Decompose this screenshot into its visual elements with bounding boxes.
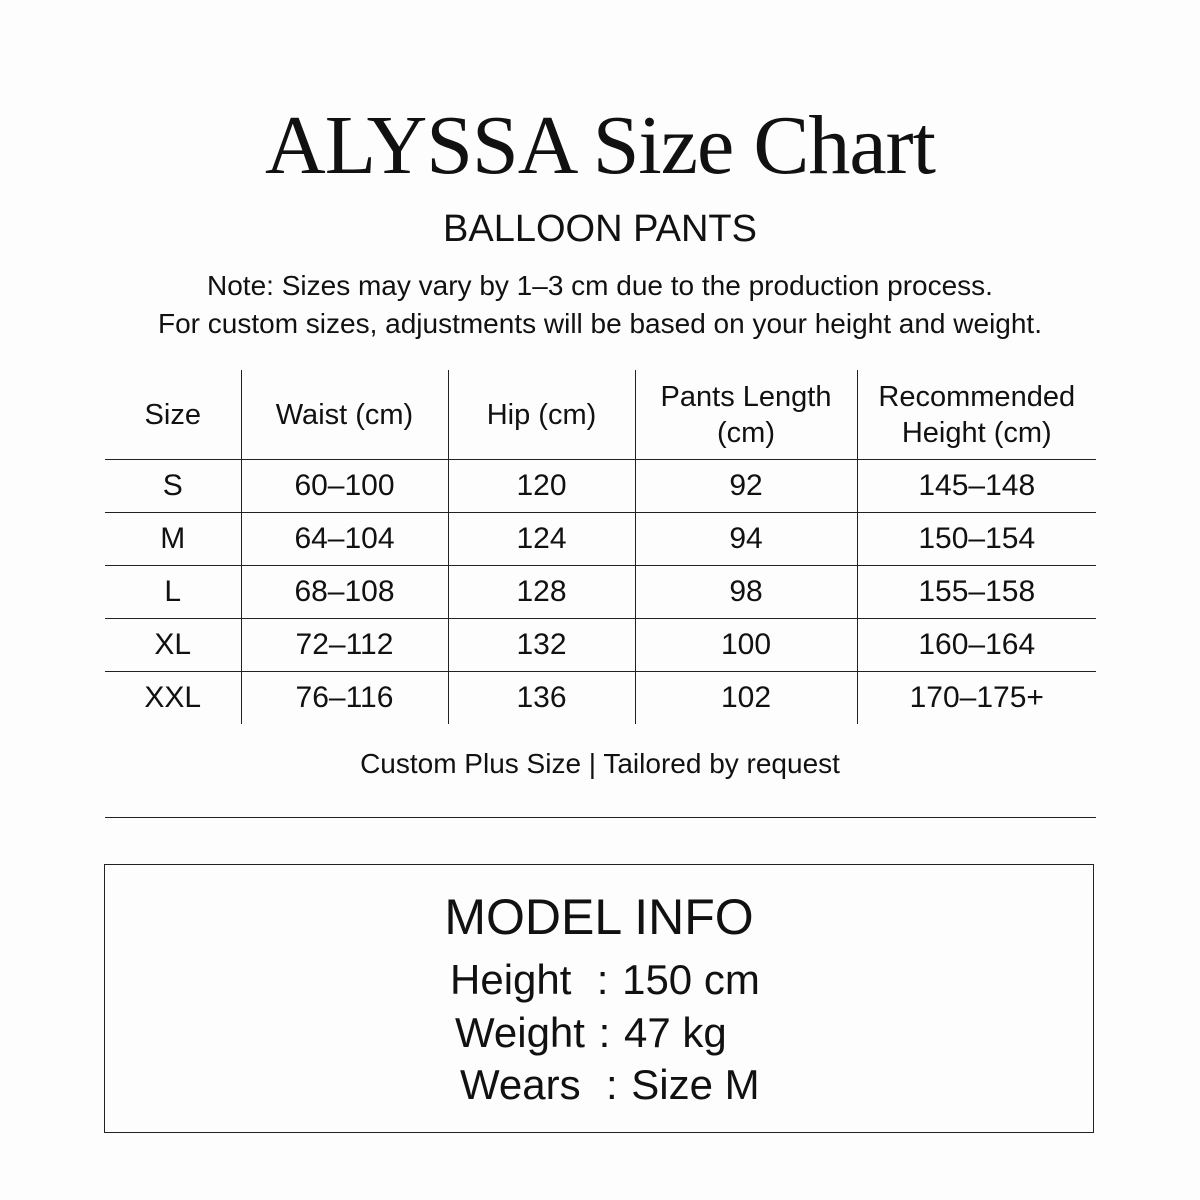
cell-waist: 64–104 [241,513,448,566]
table-header-row [105,370,1096,460]
table-row [105,619,1096,672]
cell-pants-length: 98 [635,566,857,619]
header-waist: Waist (cm) [241,370,448,460]
header-pants-length-line-1: Pants Length [660,380,832,413]
model-info-title: MODEL INFO [444,889,754,945]
cell-recommended-height: 170–175+ [857,672,1096,725]
cell-recommended-height: 155–158 [857,566,1096,619]
custom-size-note: Custom Plus Size | Tailored by request [360,748,840,779]
product-subtitle: BALLOON PANTS [443,208,757,250]
cell-pants-length: 102 [635,672,857,725]
header-recommended-height-line-1: Recommended [878,380,1076,413]
cell-hip: 128 [448,566,635,619]
cell-waist: 76–116 [241,672,448,725]
cell-recommended-height: 160–164 [857,619,1096,672]
header-pants-length-line-2: (cm) [717,416,775,449]
cell-recommended-height: 150–154 [857,513,1096,566]
model-weight-row [455,1007,727,1059]
header-recommended-height-line-2: Height (cm) [901,416,1052,449]
table-row [105,460,1096,513]
model-weight-value: 47 kg [623,1009,727,1056]
size-table [105,370,1096,724]
cell-recommended-height: 145–148 [857,460,1096,513]
page-title: ALYSSA Size Chart [265,99,935,192]
table-row [105,566,1096,619]
cell-waist: 60–100 [241,460,448,513]
cell-hip: 136 [448,672,635,725]
header-pants-length [635,370,857,460]
model-height-row [450,954,760,1006]
cell-pants-length: 100 [635,619,857,672]
cell-hip: 124 [448,513,635,566]
model-height-value: 150 cm [622,956,760,1003]
cell-size: XL [105,619,241,672]
table-row [105,513,1096,566]
note-line-2: For custom sizes, adjustments will be based on your height and weight. [157,308,1042,339]
model-height-label: Height [450,956,572,1003]
cell-pants-length: 94 [635,513,857,566]
cell-size: L [105,566,241,619]
cell-hip: 120 [448,460,635,513]
model-info-box [104,864,1094,1133]
cell-waist: 72–112 [241,619,448,672]
model-wears-value: Size M [631,1061,760,1108]
header-recommended-height [857,370,1096,460]
cell-waist: 68–108 [241,566,448,619]
cell-hip: 132 [448,619,635,672]
note-line-1: Note: Sizes may vary by 1–3 cm due to the production process. [207,270,993,301]
cell-pants-length: 92 [635,460,857,513]
model-wears-sep: : [605,1061,618,1108]
model-wears-label: Wears [460,1061,581,1108]
section-divider [105,817,1096,818]
cell-size: XXL [144,681,202,714]
cell-size: S [105,460,241,513]
model-wears-row [460,1059,760,1111]
header-size: Size [105,370,241,460]
model-weight-sep: : [598,1009,611,1056]
model-height-sep: : [596,956,609,1003]
header-hip: Hip (cm) [448,370,635,460]
table-row [105,672,1096,725]
cell-size: M [105,513,241,566]
model-weight-label: Weight [455,1009,585,1056]
